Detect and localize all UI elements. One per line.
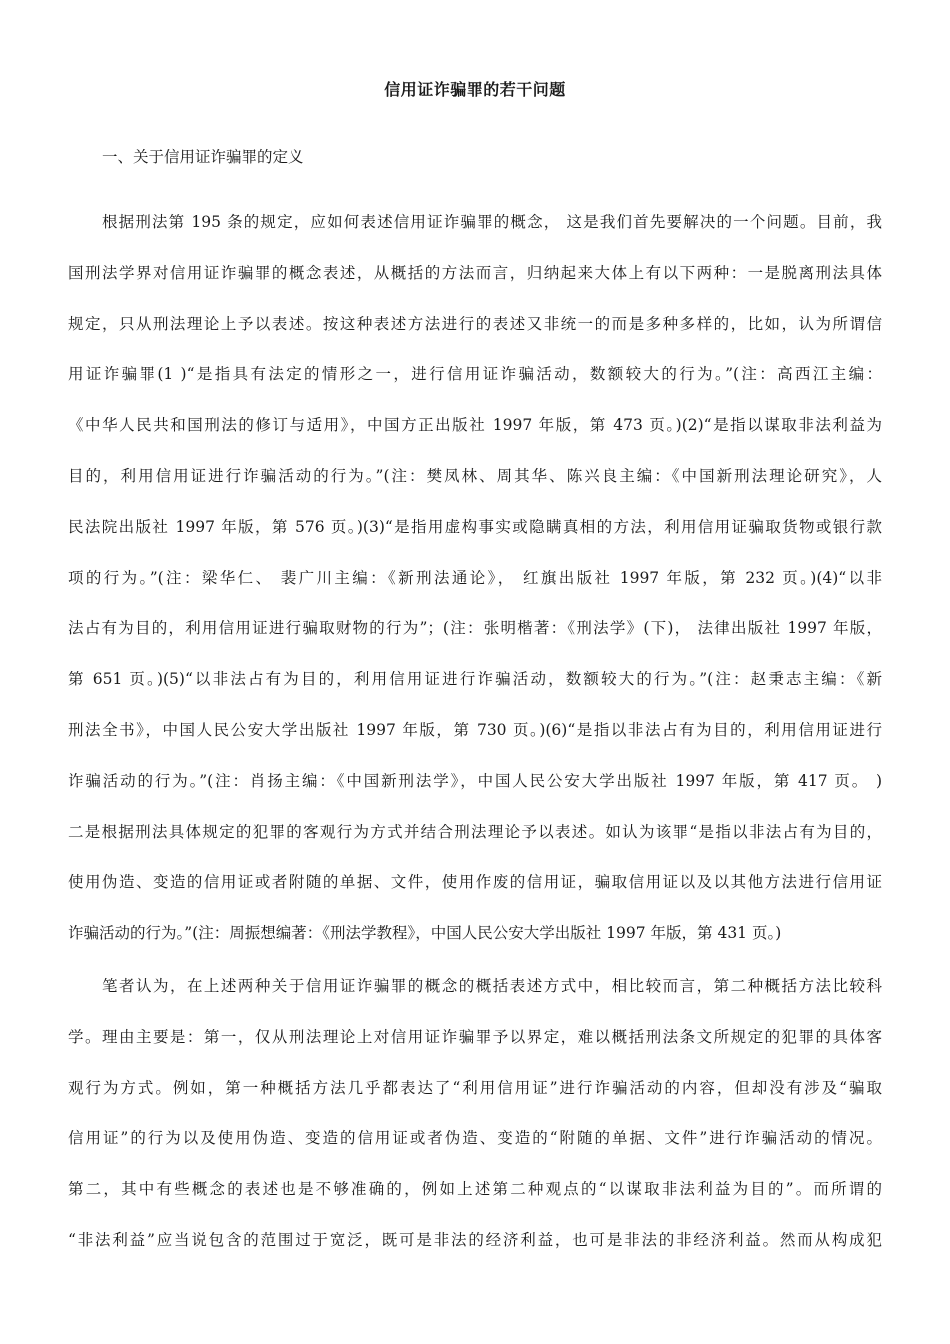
text-line: 规定，只从刑法理论上予以表述。按这种表述方法进行的表述又非统一的而是多种多样的，比如，认为所谓信 xyxy=(68,314,882,333)
text-line: 第 651 页。)(5)“以非法占有为目的，利用信用证进行诈骗活动，数额较大的行为。”(注：赵秉志主编：《新 xyxy=(68,670,882,689)
text-line: 诈骗活动的行为。”(注：肖扬主编：《中国新刑法学》，中国人民公安大学出版社 1997 年版，第 417 页。 ) xyxy=(68,771,882,790)
text-line: 学。理由主要是：第一，仅从刑法理论上对信用证诈骗罪予以界定，难以概括刑法条文所规定的犯罪的具体客 xyxy=(68,1027,882,1046)
text-line: 刑法全书》，中国人民公安大学出版社 1997 年版，第 730 页。)(6)“是指以非法占有为目的，利用信用证进行 xyxy=(68,720,882,739)
text-line: 法占有为目的，利用信用证进行骗取财物的行为”；(注：张明楷著：《刑法学》(下)， 法律出版社 1997 年版， xyxy=(68,619,882,638)
text-line: 根据刑法第 195 条的规定，应如何表述信用证诈骗罪的概念， 这是我们首先要解决的一个问题。目前，我 xyxy=(102,213,882,231)
text-line: 用证诈骗罪(1 )“是指具有法定的情形之一，进行信用证诈骗活动，数额较大的行为。”(注：高西江主编： xyxy=(68,365,882,384)
text-line: 观行为方式。例如，第一种概括方法几乎都表达了“利用信用证”进行诈骗活动的内容，但却没有涉及“骗取 xyxy=(68,1078,882,1097)
text-line: 第二，其中有些概念的表述也是不够准确的，例如上述第二种观点的“以谋取非法利益为目的”。而所谓的 xyxy=(68,1180,882,1199)
text-line: 诈骗活动的行为。”(注：周振想编著：《刑法学教程》，中国人民公安大学出版社 1997 年版，第 431 页。) xyxy=(68,924,782,943)
text-line: “非法利益”应当说包含的范围过于宽泛，既可是非法的经济利益，也可是非法的非经济利益。然而从构成犯 xyxy=(68,1230,882,1249)
paragraph-author-opinion xyxy=(68,975,882,1280)
text-line: 国刑法学界对信用证诈骗罪的概念表述，从概括的方法而言，归纳起来大体上有以下两种：一是脱离刑法具体 xyxy=(68,263,882,282)
text-line: 信用证”的行为以及使用伪造、变造的信用证或者伪造、变造的“附随的单据、文件”进行诈骗活动的情况。 xyxy=(68,1129,882,1148)
text-line: 民法院出版社 1997 年版，第 576 页。)(3)“是指用虚构事实或隐瞒真相的方法，利用信用证骗取货物或银行款 xyxy=(68,517,882,536)
text-line: 二是根据刑法具体规定的犯罪的客观行为方式并结合刑法理论予以表述。如认为该罪“是指以非法占有为目的， xyxy=(68,822,882,841)
document-title: 信用证诈骗罪的若干问题 xyxy=(384,80,566,99)
text-line: 项的行为。”(注：梁华仁、 裴广川主编：《新刑法通论》， 红旗出版社 1997 年版，第 232 页。)(4)“以非 xyxy=(68,568,882,587)
text-line: 《中华人民共和国刑法的修订与适用》，中国方正出版社 1997 年版，第 473 页。)(2)“是指以谋取非法利益为 xyxy=(68,416,882,435)
text-line: 笔者认为，在上述两种关于信用证诈骗罪的概念的概括表述方式中，相比较而言，第二种概括方法比较科 xyxy=(102,977,882,995)
text-line: 使用伪造、变造的信用证或者附随的单据、文件，使用作废的信用证，骗取信用证以及以其他方法进行信用证 xyxy=(68,873,882,892)
paragraph-definitions xyxy=(68,211,882,973)
text-line: 目的，利用信用证进行诈骗活动的行为。”(注：樊凤林、周其华、陈兴良主编：《中国新刑法理论研究》，人 xyxy=(68,466,882,485)
section-heading: 一、关于信用证诈骗罪的定义 xyxy=(102,148,304,166)
